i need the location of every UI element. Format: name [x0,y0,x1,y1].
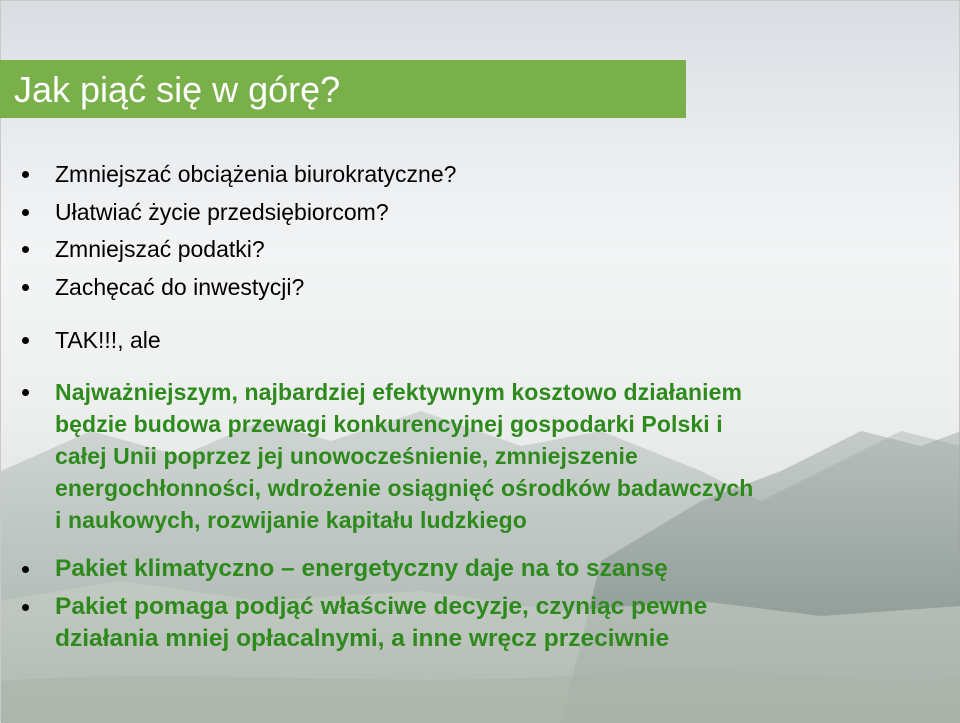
bullet-line: energochłonności, wdrożenie osiągnięć ośrodków badawczych [55,475,754,501]
bullet-line: i naukowych, rozwijanie kapitału ludzkiego [55,507,527,533]
bullet-text: Pakiet klimatyczno – energetyczny daje na to szansę [55,555,668,582]
bullet-text: Ułatwiać życie przedsiębiorcom? [55,199,389,225]
bullet-text: Zmniejszać obciążenia biurokratyczne? [55,161,457,187]
bullet-dot [22,566,29,573]
bullet-line: Najważniejszym, najbardziej efektywnym kosztowo działaniem [55,379,743,405]
bullet-text: Zachęcać do inwestycji? [55,274,305,300]
slide-title: Jak piąć się w górę? [14,69,341,110]
bullet-dot [22,209,29,216]
bullet-dot [22,246,29,253]
bullet-dot [22,604,29,611]
bullet-text: TAK!!!, ale [55,327,161,353]
bullet-text: Zmniejszać podatki? [55,236,265,262]
bullet-dot [22,171,29,178]
bullet-line: działania mniej opłacalnymi, a inne wręcz przeciwnie [55,625,670,652]
title-bar [0,60,686,118]
bullet-dot [22,337,29,344]
bullet-line: będzie budowa przewagi konkurencyjnej gospodarki Polski i [55,411,723,437]
bullet-dot [22,389,29,396]
bullet-dot [22,284,29,291]
bullet-line: Pakiet pomaga podjąć właściwe decyzje, czyniąc pewne [55,593,708,620]
bullet-line: całej Unii poprzez jej unowocześnienie, zmniejszenie [55,443,638,469]
